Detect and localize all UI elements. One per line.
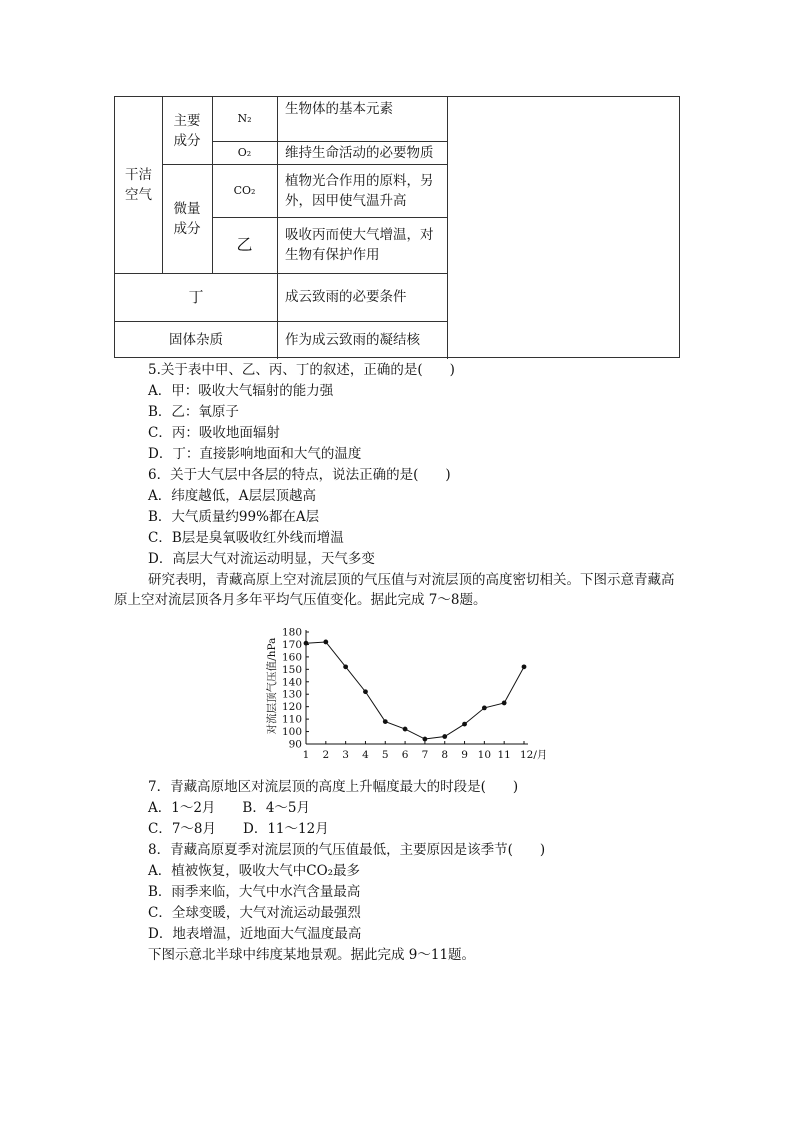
o2-cell: O₂ [237,145,252,159]
y-tick-label: 180 [281,626,302,639]
dry-air-label: 干洁空气 [125,167,152,203]
q8-option-d: D．地表增温，近地面大气温度最高 [148,926,362,942]
composition-table [114,96,680,358]
q7-options-ab: A．1～2月 B．4～5月 [148,800,311,816]
x-tick-label: 6 [401,749,409,761]
ding-description: 成云致雨的必要条件 [285,289,407,305]
o2-description: 维持生命活动的必要物质 [285,144,434,161]
data-point [423,737,428,742]
q5-option-a: A．甲：吸收大气辐射的能力强 [148,383,334,399]
y-tick-label: 150 [281,663,302,676]
q5-stem: 5.关于表中甲、乙、丙、丁的叙述，正确的是( ) [148,362,455,378]
y-tick-label: 90 [288,738,302,751]
pressure-chart [262,620,562,770]
x-tick-label: 10 [477,749,492,761]
y-tick-label: 120 [281,701,302,714]
ding-cell: 丁 [188,288,204,306]
n2-description: 生物体的基本元素 [285,101,393,117]
x-tick-label: 8 [441,749,449,761]
q5-option-b: B．乙：氧原子 [148,404,239,420]
trace-components-label: 微量成分 [173,200,201,237]
q5-option-d: D．丁：直接影响地面和大气的温度 [148,446,362,462]
data-point [363,689,368,694]
main-components-label: 主要成分 [173,112,201,149]
data-point [343,664,348,669]
data-point [383,719,388,724]
series-line [306,642,524,739]
q8-option-b: B．雨季来临，大气中水汽含量最高 [148,884,361,900]
q6-option-a: A．纬度越低，A层层顶越高 [148,488,316,504]
co2-cell: CO₂ [233,183,256,197]
x-tick-label: 4 [362,749,369,761]
solid-impurities-description: 作为成云致雨的凝结核 [285,332,420,348]
q7-stem: 7．青藏高原地区对流层顶的高度上升幅度最大的时段是( ) [148,779,519,795]
data-point [403,727,408,732]
q5-option-c: C．丙：吸收地面辐射 [148,425,280,441]
data-point [323,640,328,645]
y-tick-label: 100 [281,726,302,739]
x-tick-label: 5 [381,749,389,761]
data-point [482,706,487,711]
chart-series [304,640,527,742]
q6-option-c: C．B层是臭氧吸收红外线而增温 [148,530,344,546]
x-tick-label: 3 [342,749,349,761]
x-tick-label: 1 [302,749,310,761]
y-tick-label: 140 [281,676,302,689]
q6-option-b: B．大气质量约99%都在A层 [148,509,320,525]
closing-sentence: 下图示意北半球中纬度某地景观。据此完成 9～11题。 [148,947,476,963]
x-tick-label: 11 [497,749,511,761]
n2-cell: N₂ [237,112,252,125]
chart-y-axis-label: 对流层顶气压值/hPa [266,637,278,735]
solid-impurities-cell: 固体杂质 [169,332,223,348]
data-point [304,641,309,646]
yi-description: 吸收丙而使大气增温，对生物有保护作用 [285,227,434,263]
x-tick-label: 7 [421,749,429,761]
q7-options-cd: C．7～8月 D．11～12月 [148,821,329,837]
intro-paragraph: 研究表明，青藏高原上空对流层顶的气压值与对流层顶的高度密切相关。下图示意青藏高原上空对流层顶各月多年平均气压值变化。据此完成 7～8题。 [114,572,675,608]
chart-axes [282,627,547,762]
y-tick-label: 130 [281,688,302,701]
data-point [442,734,447,739]
q8-option-c: C．全球变暖，大气对流运动最强烈 [148,905,361,921]
q8-stem: 8．青藏高原夏季对流层顶的气压值最低，主要原因是该季节( ) [148,842,546,858]
yi-cell: 乙 [236,235,253,254]
y-tick-label: 170 [281,638,302,651]
co2-description: 植物光合作用的原料，另外，因甲使气温升高 [285,172,434,209]
data-point [502,701,507,706]
q8-option-a: A．植被恢复，吸收大气中CO₂最多 [148,863,361,879]
q6-option-d: D．高层大气对流运动明显，天气多变 [148,551,375,567]
data-point [522,664,527,669]
x-tick-label: 2 [322,749,330,761]
q6-stem: 6．关于大气层中各层的特点，说法正确的是( ) [148,467,451,483]
y-tick-label: 110 [281,713,302,726]
data-point [462,722,467,727]
y-tick-label: 160 [281,651,302,664]
x-tick-label: 12/月 [520,749,548,761]
x-tick-label: 9 [461,749,468,761]
